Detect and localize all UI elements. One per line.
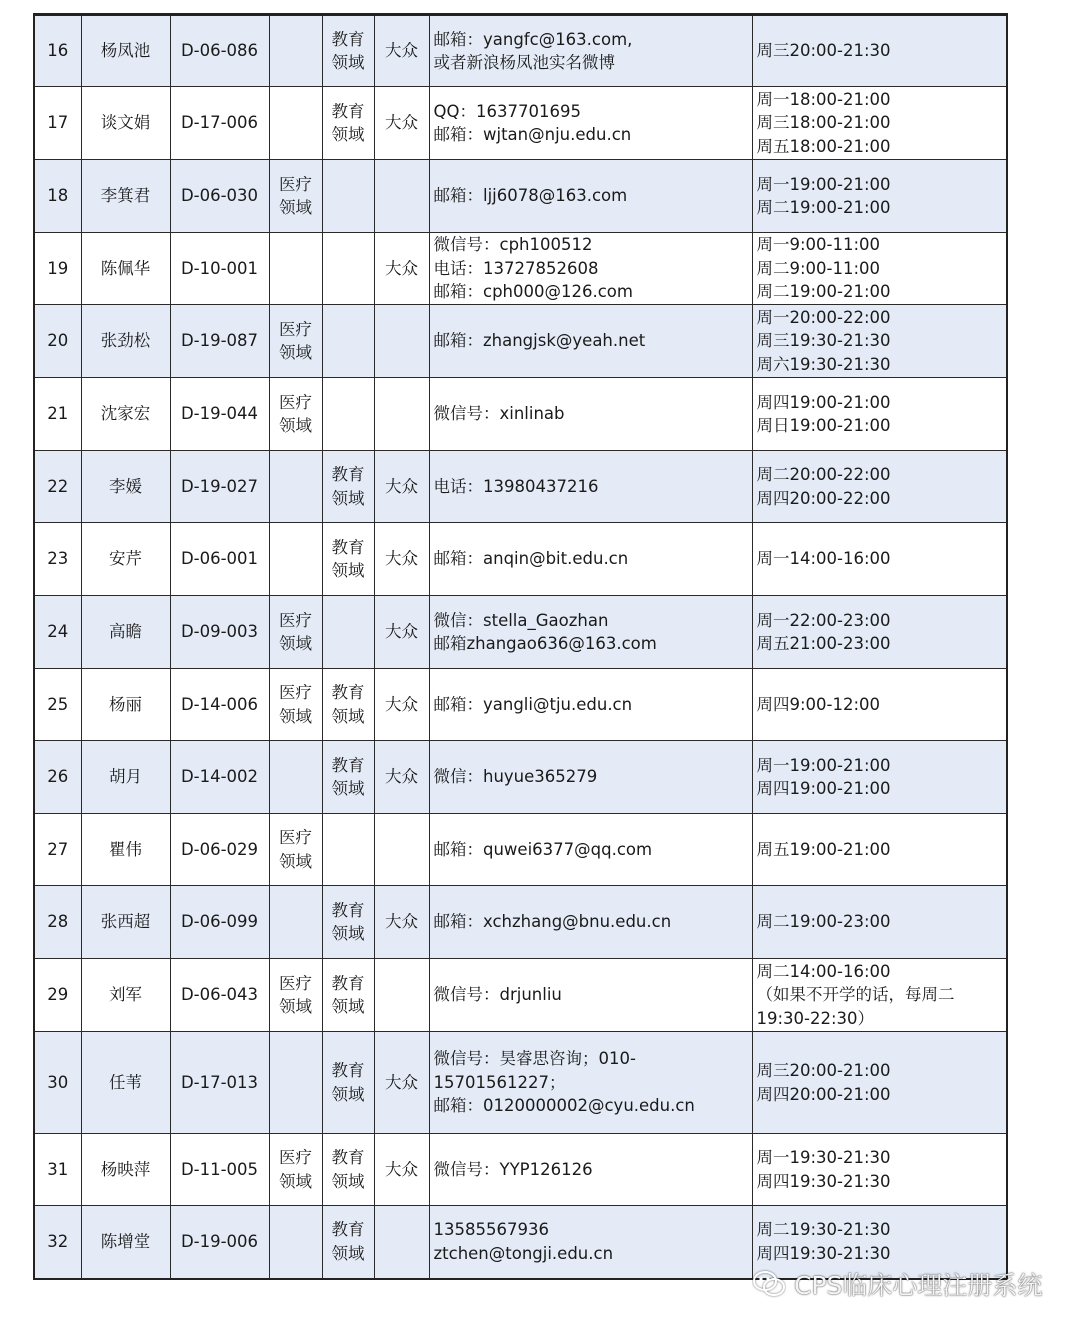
counselor-name: 胡月 — [81, 741, 170, 814]
service-hours-line: 周一22:00-23:00 — [756, 610, 891, 630]
counselor-name: 李箕君 — [81, 160, 170, 233]
service-hours — [752, 741, 1007, 814]
service-hours — [752, 233, 1007, 305]
contact-info-line: 邮箱：cph000@126.com — [433, 282, 633, 302]
field-medical — [269, 741, 322, 814]
service-hours — [752, 451, 1007, 523]
field-public: 大众 — [374, 596, 429, 669]
service-hours — [752, 523, 1007, 596]
field-education — [322, 959, 374, 1032]
field-medical — [269, 814, 322, 886]
field-public: 大众 — [374, 15, 429, 87]
contact-info — [429, 233, 752, 305]
table-row — [34, 1032, 1007, 1134]
field-medical — [269, 596, 322, 669]
service-hours-line: 周四19:30-21:30 — [756, 1243, 891, 1263]
service-hours-line: 周二19:00-23:00 — [756, 912, 891, 932]
table-row — [34, 15, 1007, 87]
contact-info-line: 微信：huyue365279 — [433, 767, 598, 787]
field-public: 大众 — [374, 886, 429, 959]
field-medical-line: 领域 — [279, 706, 312, 726]
field-medical — [269, 523, 322, 596]
registration-code: D-19-044 — [170, 378, 269, 451]
field-public — [374, 1206, 429, 1279]
field-education-line: 教育 — [331, 29, 365, 49]
row-number: 21 — [34, 378, 81, 451]
contact-info-line: 邮箱：xchzhang@bnu.edu.cn — [433, 912, 672, 932]
table-row — [34, 741, 1007, 814]
field-medical — [269, 886, 322, 959]
counselor-name: 杨丽 — [81, 669, 170, 741]
field-education — [322, 741, 374, 814]
contact-info — [429, 1134, 752, 1206]
contact-info — [429, 1206, 752, 1279]
service-hours — [752, 814, 1007, 886]
counselor-name: 陈增堂 — [81, 1206, 170, 1279]
service-hours-line: （如果不开学的话，每周二 — [756, 985, 955, 1005]
service-hours-line: 周六19:30-21:30 — [756, 354, 891, 374]
service-hours-line: 周四20:00-22:00 — [756, 488, 891, 508]
field-medical-line: 领域 — [279, 343, 312, 362]
counselor-name: 杨映萍 — [81, 1134, 170, 1206]
field-education-line: 教育 — [331, 101, 365, 121]
contact-info-line: 15701561227； — [433, 1072, 566, 1092]
field-medical-line: 领域 — [279, 198, 312, 217]
service-hours — [752, 1032, 1007, 1134]
service-hours — [752, 886, 1007, 959]
counselor-name: 瞿伟 — [81, 814, 170, 886]
registration-code: D-17-006 — [170, 87, 269, 160]
service-hours — [752, 378, 1007, 451]
registration-table — [33, 13, 1008, 1280]
registration-code: D-17-013 — [170, 1032, 269, 1134]
registration-code: D-06-043 — [170, 959, 269, 1032]
contact-info-line: 邮箱：quwei6377@qq.com — [433, 839, 653, 859]
registration-code: D-19-027 — [170, 451, 269, 523]
contact-info — [429, 669, 752, 741]
service-hours-line: 周五19:00-21:00 — [756, 839, 891, 859]
service-hours-line: 周四20:00-21:00 — [756, 1084, 891, 1104]
field-education — [322, 233, 374, 305]
service-hours-line: 周四9:00-12:00 — [756, 694, 881, 714]
row-number: 32 — [34, 1206, 81, 1279]
field-education — [322, 451, 374, 523]
field-medical-line: 医疗 — [279, 319, 312, 339]
contact-info — [429, 305, 752, 378]
table-row — [34, 87, 1007, 160]
row-number: 17 — [34, 87, 81, 160]
row-number: 16 — [34, 15, 81, 87]
field-medical-line: 医疗 — [279, 174, 312, 194]
service-hours-line: 周二14:00-16:00 — [756, 961, 891, 981]
registration-code: D-10-001 — [170, 233, 269, 305]
row-number: 27 — [34, 814, 81, 886]
contact-info-line: 邮箱zhangao636@163.com — [433, 634, 657, 653]
row-number: 24 — [34, 596, 81, 669]
row-number: 19 — [34, 233, 81, 305]
service-hours-line: 周二19:30-21:30 — [756, 1220, 891, 1240]
registration-code: D-14-002 — [170, 741, 269, 814]
field-education-line: 教育 — [331, 1220, 365, 1240]
service-hours — [752, 1134, 1007, 1206]
row-number: 18 — [34, 160, 81, 233]
field-education-line: 领域 — [331, 706, 365, 726]
field-education-line: 领域 — [331, 924, 365, 943]
service-hours — [752, 596, 1007, 669]
counselor-name: 刘军 — [81, 959, 170, 1032]
contact-info — [429, 160, 752, 233]
field-education — [322, 1206, 374, 1279]
contact-info-line: 13585567936 — [433, 1220, 549, 1240]
service-hours-line: 周一9:00-11:00 — [756, 235, 881, 255]
field-medical-line: 领域 — [279, 1171, 312, 1191]
field-education-line: 领域 — [331, 561, 365, 580]
registration-code: D-06-030 — [170, 160, 269, 233]
service-hours-line: 周一14:00-16:00 — [756, 549, 891, 569]
counselor-name: 谈文娟 — [81, 87, 170, 160]
row-number: 29 — [34, 959, 81, 1032]
field-education — [322, 378, 374, 451]
field-medical-line: 医疗 — [279, 973, 312, 993]
service-hours-line: 周四19:30-21:30 — [756, 1171, 891, 1191]
contact-info — [429, 886, 752, 959]
field-medical-line: 领域 — [279, 634, 312, 653]
row-number: 28 — [34, 886, 81, 959]
field-education-line: 领域 — [331, 125, 365, 144]
field-medical-line: 医疗 — [279, 1148, 312, 1167]
counselor-name: 任苇 — [81, 1032, 170, 1134]
contact-info-line: 或者新浪杨凤池实名微博 — [433, 53, 615, 72]
contact-info-line: 电话：13727852608 — [433, 258, 599, 278]
contact-info — [429, 814, 752, 886]
service-hours-line: 周四19:00-21:00 — [756, 779, 891, 798]
field-medical — [269, 669, 322, 741]
service-hours-line: 周四19:00-21:00 — [756, 392, 891, 412]
contact-info-line: 微信号：昊睿思咨询；010- — [433, 1049, 636, 1069]
field-education-line: 教育 — [331, 465, 365, 484]
row-number: 23 — [34, 523, 81, 596]
field-public — [374, 378, 429, 451]
field-public — [374, 160, 429, 233]
contact-info-line: 邮箱：yangfc@163.com, — [433, 29, 633, 49]
counselor-name: 李媛 — [81, 451, 170, 523]
table-row — [34, 233, 1007, 305]
row-number: 25 — [34, 669, 81, 741]
service-hours-line: 周三19:30-21:30 — [756, 331, 891, 351]
watermark-text: CPS临床心理注册系统 — [794, 1271, 1043, 1300]
counselor-name: 安芹 — [81, 523, 170, 596]
field-education-line: 教育 — [331, 755, 365, 775]
field-education — [322, 814, 374, 886]
registration-code: D-11-005 — [170, 1134, 269, 1206]
registration-code: D-14-006 — [170, 669, 269, 741]
table-row — [34, 814, 1007, 886]
field-education — [322, 305, 374, 378]
field-education — [322, 1032, 374, 1134]
service-hours-line: 周日19:00-21:00 — [756, 416, 891, 435]
field-medical — [269, 451, 322, 523]
contact-info — [429, 741, 752, 814]
field-education-line: 领域 — [331, 997, 365, 1016]
contact-info-line: QQ：1637701695 — [433, 101, 581, 121]
service-hours-line: 19:30-22:30） — [756, 1008, 875, 1028]
field-medical — [269, 305, 322, 378]
field-education-line: 领域 — [331, 53, 365, 72]
field-medical-line: 医疗 — [279, 683, 312, 702]
field-education-line: 领域 — [331, 1243, 365, 1263]
contact-info-line: ztchen@tongji.edu.cn — [433, 1243, 614, 1263]
contact-info-line: 微信：stella_Gaozhan — [433, 610, 609, 630]
counselor-name: 高瞻 — [81, 596, 170, 669]
table-row — [34, 523, 1007, 596]
contact-info-line: 微信号：cph100512 — [433, 235, 593, 255]
registration-code: D-09-003 — [170, 596, 269, 669]
service-hours-line: 周二9:00-11:00 — [756, 258, 881, 278]
contact-info-line: 微信号：drjunliu — [433, 985, 562, 1005]
registration-code: D-06-029 — [170, 814, 269, 886]
table-row — [34, 305, 1007, 378]
row-number: 31 — [34, 1134, 81, 1206]
field-education — [322, 596, 374, 669]
field-medical-line: 领域 — [279, 416, 312, 435]
field-education-line: 领域 — [331, 488, 365, 508]
field-education — [322, 160, 374, 233]
field-medical-line: 医疗 — [279, 392, 312, 412]
table-row — [34, 959, 1007, 1032]
contact-info — [429, 15, 752, 87]
registration-code: D-06-001 — [170, 523, 269, 596]
registration-code: D-19-006 — [170, 1206, 269, 1279]
field-education-line: 领域 — [331, 1084, 365, 1104]
field-medical-line: 医疗 — [279, 610, 312, 630]
field-medical — [269, 959, 322, 1032]
contact-info-line: 邮箱：0120000002@cyu.edu.cn — [433, 1096, 695, 1116]
contact-info — [429, 523, 752, 596]
field-public: 大众 — [374, 669, 429, 741]
contact-info — [429, 596, 752, 669]
service-hours-line: 周五18:00-21:00 — [756, 136, 891, 156]
field-public — [374, 305, 429, 378]
field-medical — [269, 1134, 322, 1206]
field-education — [322, 523, 374, 596]
service-hours — [752, 160, 1007, 233]
row-number: 30 — [34, 1032, 81, 1134]
table-body — [34, 15, 1007, 1279]
field-medical — [269, 15, 322, 87]
counselor-name: 陈佩华 — [81, 233, 170, 305]
service-hours-line: 周二19:00-21:00 — [756, 282, 891, 302]
field-education-line: 教育 — [331, 537, 365, 557]
service-hours — [752, 669, 1007, 741]
service-hours-line: 周三20:00-21:00 — [756, 1061, 891, 1080]
service-hours-line: 周一19:00-21:00 — [756, 755, 891, 775]
table-row — [34, 1134, 1007, 1206]
counselor-name: 沈家宏 — [81, 378, 170, 451]
field-medical — [269, 87, 322, 160]
field-public: 大众 — [374, 1032, 429, 1134]
service-hours-line: 周三18:00-21:00 — [756, 113, 891, 133]
counselor-name: 张劲松 — [81, 305, 170, 378]
contact-info-line: 邮箱：zhangjsk@yeah.net — [433, 331, 646, 351]
field-medical — [269, 233, 322, 305]
field-education — [322, 87, 374, 160]
field-medical-line: 医疗 — [279, 828, 312, 847]
contact-info-line: 邮箱：yangli@tju.edu.cn — [433, 694, 633, 714]
service-hours-line: 周二20:00-22:00 — [756, 465, 891, 484]
contact-info — [429, 451, 752, 523]
field-education — [322, 1134, 374, 1206]
contact-info-line: 邮箱：anqin@bit.edu.cn — [433, 549, 629, 569]
wechat-icon — [752, 1269, 786, 1299]
field-medical — [269, 1206, 322, 1279]
field-education-line: 教育 — [331, 683, 365, 702]
field-education-line: 教育 — [331, 1061, 365, 1080]
contact-info-line: 微信号：YYP126126 — [433, 1159, 593, 1179]
field-medical — [269, 1032, 322, 1134]
contact-info-line: 邮箱：ljj6078@163.com — [433, 186, 628, 206]
watermark — [752, 1262, 1042, 1306]
table-row — [34, 669, 1007, 741]
contact-info — [429, 87, 752, 160]
counselor-name: 杨凤池 — [81, 15, 170, 87]
field-education — [322, 15, 374, 87]
contact-info-line: 电话：13980437216 — [433, 476, 599, 496]
field-public: 大众 — [374, 523, 429, 596]
field-education-line: 教育 — [331, 900, 365, 920]
table-row — [34, 596, 1007, 669]
field-education-line: 教育 — [331, 973, 365, 993]
table-row — [34, 160, 1007, 233]
contact-info — [429, 959, 752, 1032]
field-education — [322, 669, 374, 741]
registration-code: D-19-087 — [170, 305, 269, 378]
service-hours — [752, 87, 1007, 160]
field-education-line: 教育 — [331, 1148, 365, 1167]
field-public — [374, 959, 429, 1032]
field-public — [374, 814, 429, 886]
field-education-line: 领域 — [331, 1171, 365, 1191]
field-medical-line: 领域 — [279, 997, 312, 1016]
service-hours-line: 周三20:00-21:30 — [756, 41, 891, 61]
table-row — [34, 451, 1007, 523]
row-number: 22 — [34, 451, 81, 523]
service-hours — [752, 959, 1007, 1032]
service-hours-line: 周一19:00-21:00 — [756, 174, 891, 194]
service-hours-line: 周一18:00-21:00 — [756, 89, 891, 109]
service-hours-line: 周一19:30-21:30 — [756, 1148, 891, 1167]
service-hours — [752, 305, 1007, 378]
field-public: 大众 — [374, 741, 429, 814]
contact-info-line: 邮箱：wjtan@nju.edu.cn — [433, 125, 632, 144]
registration-code: D-06-099 — [170, 886, 269, 959]
contact-info — [429, 1032, 752, 1134]
field-medical — [269, 378, 322, 451]
table-row — [34, 886, 1007, 959]
field-medical — [269, 160, 322, 233]
contact-info — [429, 378, 752, 451]
contact-info-line: 微信号：xinlinab — [433, 404, 565, 424]
row-number: 20 — [34, 305, 81, 378]
table-row — [34, 378, 1007, 451]
field-education — [322, 886, 374, 959]
service-hours-line: 周二19:00-21:00 — [756, 198, 891, 217]
service-hours-line: 周五21:00-23:00 — [756, 634, 891, 653]
field-public: 大众 — [374, 233, 429, 305]
field-public: 大众 — [374, 87, 429, 160]
service-hours-line: 周一20:00-22:00 — [756, 307, 891, 327]
counselor-name: 张西超 — [81, 886, 170, 959]
field-education-line: 领域 — [331, 779, 365, 798]
registration-code: D-06-086 — [170, 15, 269, 87]
field-medical-line: 领域 — [279, 851, 312, 871]
row-number: 26 — [34, 741, 81, 814]
service-hours — [752, 15, 1007, 87]
field-public: 大众 — [374, 1134, 429, 1206]
field-public: 大众 — [374, 451, 429, 523]
